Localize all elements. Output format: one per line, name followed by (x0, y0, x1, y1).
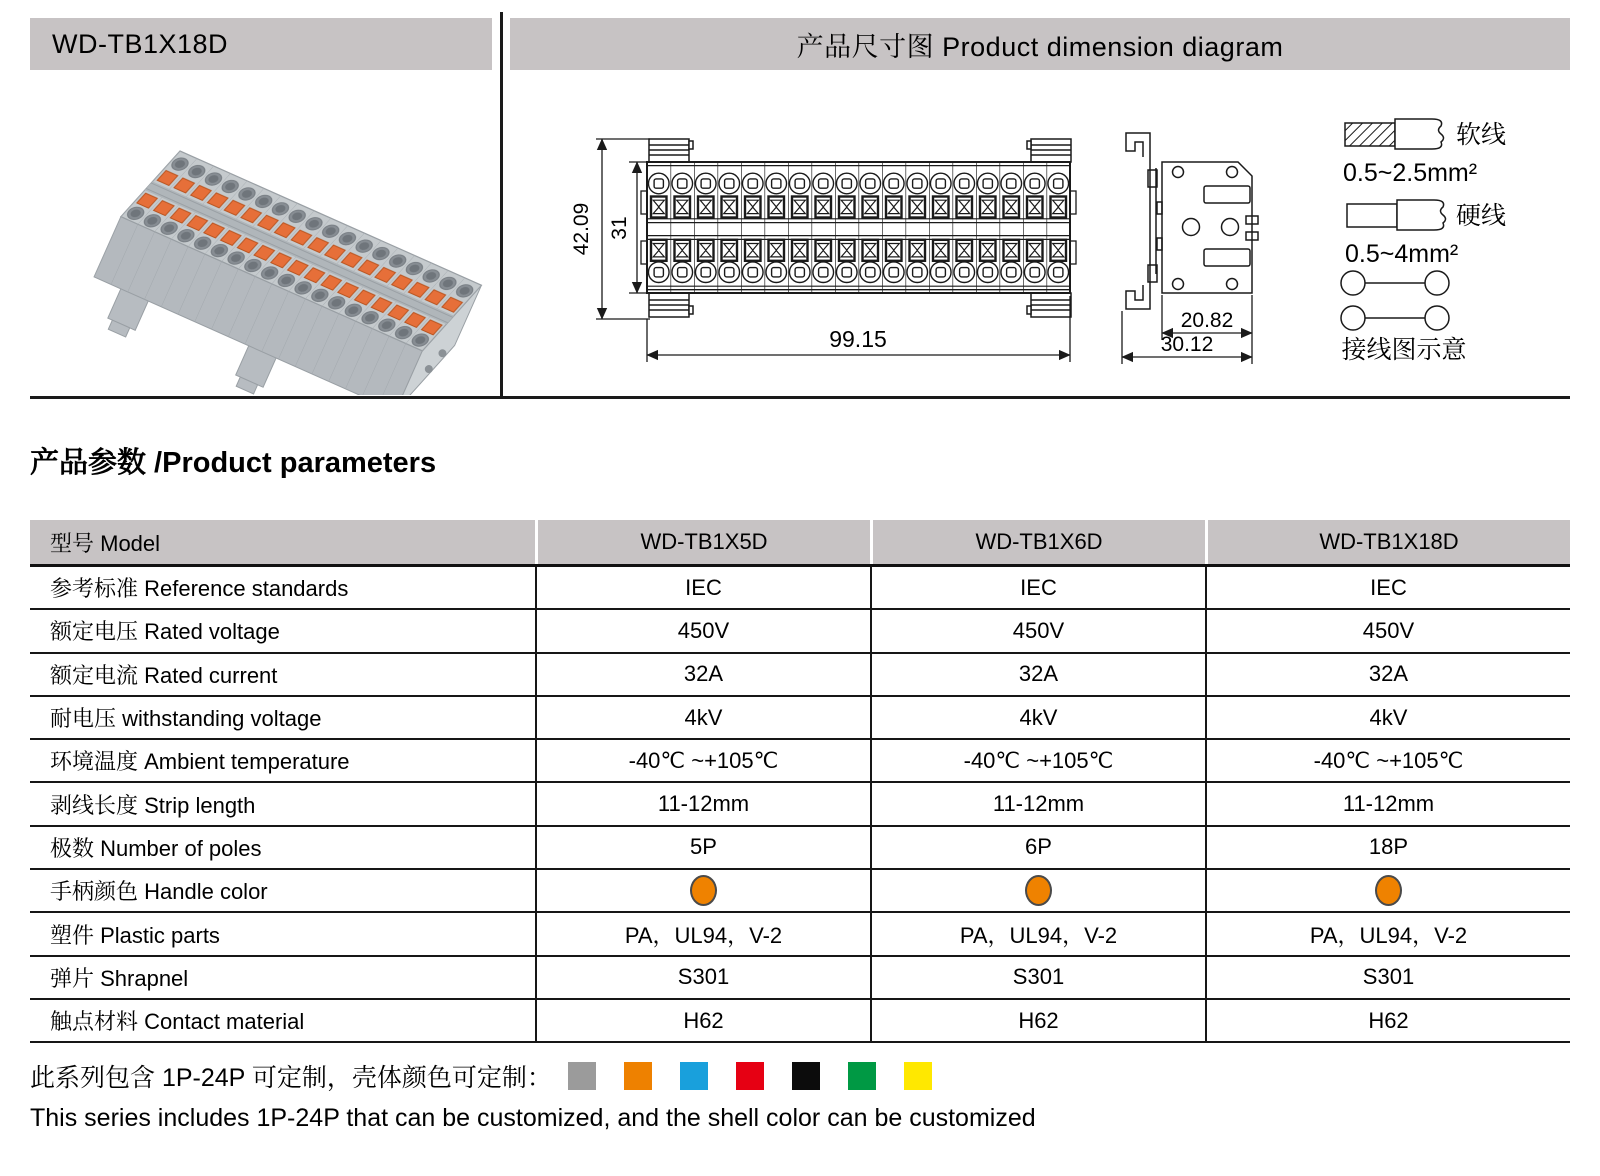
row-label: 额定电压 Rated voltage (50, 619, 280, 645)
table-cell: PA，UL94，V-2 (1205, 913, 1570, 954)
row-label: 手柄颜色 Handle color (50, 879, 268, 905)
customization-note-en: This series includes 1P-24P that can be customized, and the shell color can be customized (30, 1104, 1036, 1132)
table-cell: -40℃ ~+105℃ (870, 740, 1205, 781)
dim-inner-label: 31 (608, 216, 631, 240)
dim-side-inner-label: 20.82 (1180, 309, 1234, 332)
table-header-cell: 型号 Model (30, 520, 535, 564)
horizontal-divider (30, 396, 1570, 399)
table-cell: S301 (535, 957, 870, 998)
table-row (30, 913, 1570, 956)
table-cell: IEC (1205, 567, 1570, 608)
row-label: 环境温度 Ambient temperature (50, 749, 350, 775)
parameters-table (30, 520, 1570, 1043)
table-cell: -40℃ ~+105℃ (535, 740, 870, 781)
table-row (30, 610, 1570, 653)
table-cell (870, 870, 1205, 911)
table-cell: 18P (1205, 827, 1570, 868)
table-cell: 450V (870, 610, 1205, 651)
wiring-diagram-icon (1341, 271, 1449, 330)
table-cell: 4kV (535, 697, 870, 738)
table-header-cell: WD-TB1X6D (870, 520, 1205, 564)
table-cell: H62 (870, 1000, 1205, 1041)
table-row (30, 827, 1570, 870)
table-cell: IEC (870, 567, 1205, 608)
row-label: 参考标准 Reference standards (50, 576, 349, 602)
table-header-cell: WD-TB1X5D (535, 520, 870, 564)
table-row (30, 567, 1570, 610)
customization-note-cn-text: 此系列包含 1P-24P 可定制，壳体颜色可定制： (30, 1064, 552, 1092)
shell-color-swatch (904, 1062, 932, 1090)
parameters-title: 产品参数 /Product parameters (30, 447, 437, 479)
table-cell: 6P (870, 827, 1205, 868)
table-cell: 5P (535, 827, 870, 868)
table-cell: 32A (535, 654, 870, 695)
row-label: 额定电流 Rated current (50, 662, 278, 688)
table-cell: 450V (535, 610, 870, 651)
soft-wire-label: 软线 (1456, 121, 1507, 149)
table-cell: 32A (870, 654, 1205, 695)
row-label: 弹片 Shrapnel (50, 965, 189, 991)
handle-color-dot (1025, 875, 1052, 906)
table-cell: -40℃ ~+105℃ (1205, 740, 1570, 781)
table-cell: 11-12mm (1205, 783, 1570, 824)
model-title: WD-TB1X18D (52, 28, 229, 59)
table-row (30, 697, 1570, 740)
shell-color-swatch (568, 1062, 596, 1090)
dimension-header-bar (510, 18, 1570, 70)
table-cell: IEC (535, 567, 870, 608)
soft-wire-icon (1345, 123, 1395, 146)
table-cell: 4kV (1205, 697, 1570, 738)
soft-wire-range: 0.5~2.5mm² (1343, 159, 1478, 187)
shell-color-swatch (848, 1062, 876, 1090)
table-cell: H62 (1205, 1000, 1570, 1041)
hard-wire-range: 0.5~4mm² (1345, 240, 1459, 268)
table-cell: 11-12mm (870, 783, 1205, 824)
table-cell: 450V (1205, 610, 1570, 651)
table-row (30, 654, 1570, 697)
table-cell (1205, 870, 1570, 911)
table-cell: H62 (535, 1000, 870, 1041)
dimension-title: 产品尺寸图 Product dimension diagram (796, 31, 1284, 62)
front-view (641, 139, 1076, 317)
shell-color-swatches (568, 1062, 932, 1090)
shell-color-swatch (792, 1062, 820, 1090)
model-header-bar (30, 18, 492, 70)
table-row (30, 740, 1570, 783)
table-header-cell: WD-TB1X18D (1205, 520, 1570, 564)
wire-legend (1341, 119, 1449, 330)
row-label: 极数 Number of poles (50, 835, 262, 861)
shell-color-swatch (680, 1062, 708, 1090)
row-label: 剥线长度 Strip length (50, 792, 256, 818)
product-photo (40, 85, 490, 395)
hard-wire-label: 硬线 (1456, 202, 1507, 230)
table-cell: 11-12mm (535, 783, 870, 824)
hard-wire-icon (1347, 204, 1397, 227)
row-label: 塑件 Plastic parts (50, 922, 220, 948)
table-header-row (30, 520, 1570, 567)
terminal-block-render (77, 140, 482, 395)
shell-color-swatch (624, 1062, 652, 1090)
table-row (30, 870, 1570, 913)
customization-note-cn (30, 1058, 932, 1094)
table-cell: S301 (1205, 957, 1570, 998)
dimension-diagram (540, 75, 1570, 395)
table-cell: PA，UL94，V-2 (870, 913, 1205, 954)
handle-color-dot (690, 875, 717, 906)
shell-color-swatch (736, 1062, 764, 1090)
row-label: 耐电压 withstanding voltage (50, 706, 322, 732)
dim-side-outer-label: 30.12 (1160, 333, 1214, 356)
handle-color-dot (1375, 875, 1402, 906)
table-cell: 4kV (870, 697, 1205, 738)
table-cell: S301 (870, 957, 1205, 998)
table-cell (535, 870, 870, 911)
table-cell: 32A (1205, 654, 1570, 695)
side-view (1126, 133, 1258, 309)
table-row (30, 783, 1570, 826)
wiring-diagram-label: 接线图示意 (1341, 336, 1467, 364)
dim-height-label: 42.09 (570, 202, 593, 256)
table-row (30, 1000, 1570, 1043)
row-label: 触点材料 Contact material (50, 1009, 305, 1035)
vertical-divider (500, 12, 503, 398)
dim-width-label: 99.15 (829, 326, 887, 352)
table-row (30, 957, 1570, 1000)
table-cell: PA，UL94，V-2 (535, 913, 870, 954)
